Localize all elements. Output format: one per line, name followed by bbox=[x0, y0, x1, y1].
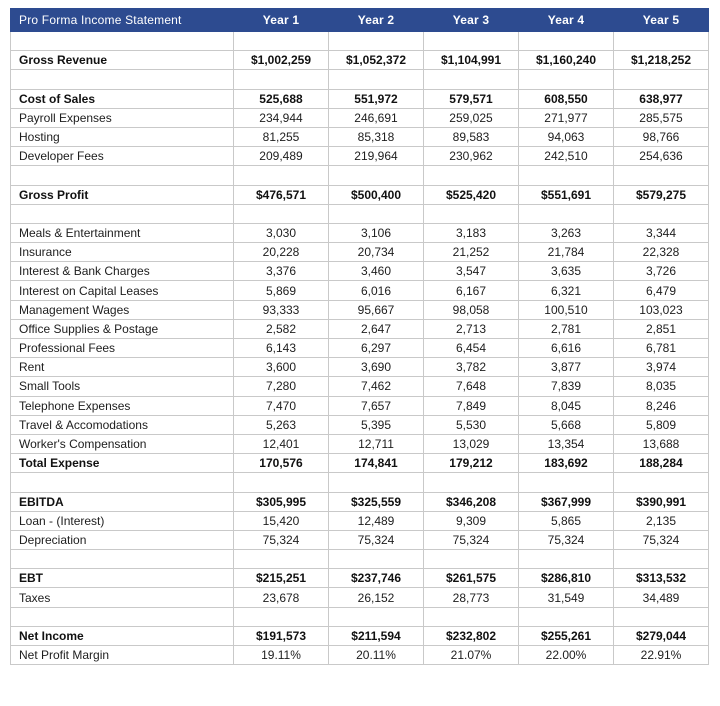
cell-year-2: 20.11% bbox=[329, 646, 424, 665]
cell-year-3 bbox=[424, 70, 519, 89]
cell-year-1 bbox=[234, 607, 329, 626]
cell-year-1 bbox=[234, 204, 329, 223]
row-label bbox=[11, 473, 234, 492]
income-statement-table bbox=[10, 8, 709, 665]
table-body bbox=[11, 32, 709, 665]
cell-year-4: 2,781 bbox=[519, 319, 614, 338]
cell-year-3: 3,183 bbox=[424, 223, 519, 242]
cell-year-5: 8,035 bbox=[614, 377, 709, 396]
table-row bbox=[11, 646, 709, 665]
cell-year-2: $500,400 bbox=[329, 185, 424, 204]
cell-year-4: 5,668 bbox=[519, 415, 614, 434]
cell-year-4: 3,263 bbox=[519, 223, 614, 242]
cell-year-5 bbox=[614, 550, 709, 569]
cell-year-2: $211,594 bbox=[329, 626, 424, 645]
cell-year-1: $305,995 bbox=[234, 492, 329, 511]
cell-year-5 bbox=[614, 32, 709, 51]
spacer-row bbox=[11, 32, 709, 51]
cell-year-2: 7,657 bbox=[329, 396, 424, 415]
cell-year-3 bbox=[424, 166, 519, 185]
cell-year-4: 3,877 bbox=[519, 358, 614, 377]
cell-year-3 bbox=[424, 204, 519, 223]
cell-year-1: 2,582 bbox=[234, 319, 329, 338]
table-title: Pro Forma Income Statement bbox=[11, 9, 234, 32]
cell-year-1: 170,576 bbox=[234, 454, 329, 473]
table-row bbox=[11, 89, 709, 108]
cell-year-1: 15,420 bbox=[234, 511, 329, 530]
cell-year-5: 6,479 bbox=[614, 281, 709, 300]
row-label: Professional Fees bbox=[11, 339, 234, 358]
table-row bbox=[11, 108, 709, 127]
cell-year-5 bbox=[614, 473, 709, 492]
cell-year-1 bbox=[234, 550, 329, 569]
cell-year-3: 98,058 bbox=[424, 300, 519, 319]
cell-year-4: 5,865 bbox=[519, 511, 614, 530]
cell-year-3: 21,252 bbox=[424, 243, 519, 262]
cell-year-3: 3,782 bbox=[424, 358, 519, 377]
row-label: Loan - (Interest) bbox=[11, 511, 234, 530]
cell-year-2: 6,297 bbox=[329, 339, 424, 358]
row-label: Hosting bbox=[11, 127, 234, 146]
cell-year-5: 3,726 bbox=[614, 262, 709, 281]
cell-year-4: 242,510 bbox=[519, 147, 614, 166]
spacer-row bbox=[11, 70, 709, 89]
cell-year-4: 608,550 bbox=[519, 89, 614, 108]
table-row bbox=[11, 127, 709, 146]
cell-year-5: 13,688 bbox=[614, 434, 709, 453]
cell-year-2: 7,462 bbox=[329, 377, 424, 396]
spacer-row bbox=[11, 473, 709, 492]
cell-year-2 bbox=[329, 32, 424, 51]
cell-year-2: 551,972 bbox=[329, 89, 424, 108]
cell-year-2: 3,690 bbox=[329, 358, 424, 377]
cell-year-2: 12,489 bbox=[329, 511, 424, 530]
cell-year-2: 85,318 bbox=[329, 127, 424, 146]
cell-year-5: 6,781 bbox=[614, 339, 709, 358]
row-label: EBT bbox=[11, 569, 234, 588]
table-row bbox=[11, 626, 709, 645]
row-label: Interest & Bank Charges bbox=[11, 262, 234, 281]
cell-year-3: $232,802 bbox=[424, 626, 519, 645]
cell-year-4 bbox=[519, 473, 614, 492]
cell-year-2 bbox=[329, 166, 424, 185]
row-label: Gross Profit bbox=[11, 185, 234, 204]
row-label: Net Profit Margin bbox=[11, 646, 234, 665]
cell-year-2 bbox=[329, 70, 424, 89]
cell-year-3: $1,104,991 bbox=[424, 51, 519, 70]
row-label: Small Tools bbox=[11, 377, 234, 396]
cell-year-5: 188,284 bbox=[614, 454, 709, 473]
cell-year-3: 13,029 bbox=[424, 434, 519, 453]
table-row bbox=[11, 511, 709, 530]
cell-year-5: 2,851 bbox=[614, 319, 709, 338]
cell-year-4: 7,839 bbox=[519, 377, 614, 396]
cell-year-2: 219,964 bbox=[329, 147, 424, 166]
cell-year-2: 2,647 bbox=[329, 319, 424, 338]
cell-year-4: 271,977 bbox=[519, 108, 614, 127]
cell-year-5: 285,575 bbox=[614, 108, 709, 127]
cell-year-1: 5,263 bbox=[234, 415, 329, 434]
cell-year-4: 6,616 bbox=[519, 339, 614, 358]
cell-year-5: 3,974 bbox=[614, 358, 709, 377]
cell-year-1: 6,143 bbox=[234, 339, 329, 358]
cell-year-2: 246,691 bbox=[329, 108, 424, 127]
cell-year-5: $279,044 bbox=[614, 626, 709, 645]
cell-year-4: 100,510 bbox=[519, 300, 614, 319]
cell-year-4: 75,324 bbox=[519, 530, 614, 549]
row-label: EBITDA bbox=[11, 492, 234, 511]
column-header-year-2: Year 2 bbox=[329, 9, 424, 32]
cell-year-4: 183,692 bbox=[519, 454, 614, 473]
cell-year-4: $255,261 bbox=[519, 626, 614, 645]
row-label bbox=[11, 32, 234, 51]
cell-year-5: 22,328 bbox=[614, 243, 709, 262]
cell-year-4: 6,321 bbox=[519, 281, 614, 300]
table-row bbox=[11, 377, 709, 396]
cell-year-1: 234,944 bbox=[234, 108, 329, 127]
cell-year-2 bbox=[329, 550, 424, 569]
cell-year-1: $191,573 bbox=[234, 626, 329, 645]
cell-year-3: 75,324 bbox=[424, 530, 519, 549]
row-label: Total Expense bbox=[11, 454, 234, 473]
table-row bbox=[11, 319, 709, 338]
cell-year-2: 75,324 bbox=[329, 530, 424, 549]
row-label: Depreciation bbox=[11, 530, 234, 549]
cell-year-2: 95,667 bbox=[329, 300, 424, 319]
cell-year-2 bbox=[329, 204, 424, 223]
row-label bbox=[11, 204, 234, 223]
cell-year-1: 93,333 bbox=[234, 300, 329, 319]
table-row bbox=[11, 492, 709, 511]
cell-year-4 bbox=[519, 166, 614, 185]
cell-year-3: 9,309 bbox=[424, 511, 519, 530]
cell-year-1: $476,571 bbox=[234, 185, 329, 204]
cell-year-1 bbox=[234, 32, 329, 51]
cell-year-3: 230,962 bbox=[424, 147, 519, 166]
cell-year-1: 81,255 bbox=[234, 127, 329, 146]
table-row bbox=[11, 454, 709, 473]
cell-year-4: 8,045 bbox=[519, 396, 614, 415]
row-label: Insurance bbox=[11, 243, 234, 262]
cell-year-2: 20,734 bbox=[329, 243, 424, 262]
table-row bbox=[11, 434, 709, 453]
cell-year-3: 7,849 bbox=[424, 396, 519, 415]
table-row bbox=[11, 223, 709, 242]
cell-year-3: 2,713 bbox=[424, 319, 519, 338]
cell-year-3: $261,575 bbox=[424, 569, 519, 588]
cell-year-3: 6,167 bbox=[424, 281, 519, 300]
cell-year-5: $1,218,252 bbox=[614, 51, 709, 70]
cell-year-1: 525,688 bbox=[234, 89, 329, 108]
cell-year-2 bbox=[329, 607, 424, 626]
column-header-year-4: Year 4 bbox=[519, 9, 614, 32]
cell-year-3: 6,454 bbox=[424, 339, 519, 358]
row-label: Management Wages bbox=[11, 300, 234, 319]
column-header-year-1: Year 1 bbox=[234, 9, 329, 32]
table-row bbox=[11, 588, 709, 607]
cell-year-2: 3,106 bbox=[329, 223, 424, 242]
table-row bbox=[11, 262, 709, 281]
spacer-row bbox=[11, 204, 709, 223]
column-header-year-3: Year 3 bbox=[424, 9, 519, 32]
table-row bbox=[11, 396, 709, 415]
table-row bbox=[11, 51, 709, 70]
cell-year-5: $579,275 bbox=[614, 185, 709, 204]
row-label: Net Income bbox=[11, 626, 234, 645]
row-label bbox=[11, 70, 234, 89]
cell-year-1: 5,869 bbox=[234, 281, 329, 300]
header-row bbox=[11, 9, 709, 32]
cell-year-4: $1,160,240 bbox=[519, 51, 614, 70]
cell-year-3: 21.07% bbox=[424, 646, 519, 665]
cell-year-5 bbox=[614, 607, 709, 626]
cell-year-1: $1,002,259 bbox=[234, 51, 329, 70]
row-label: Meals & Entertainment bbox=[11, 223, 234, 242]
cell-year-3: 89,583 bbox=[424, 127, 519, 146]
row-label: Worker's Compensation bbox=[11, 434, 234, 453]
cell-year-1: 3,600 bbox=[234, 358, 329, 377]
cell-year-2: 174,841 bbox=[329, 454, 424, 473]
cell-year-4 bbox=[519, 32, 614, 51]
cell-year-1 bbox=[234, 473, 329, 492]
row-label: Gross Revenue bbox=[11, 51, 234, 70]
spacer-row bbox=[11, 607, 709, 626]
table-row bbox=[11, 147, 709, 166]
cell-year-2: $325,559 bbox=[329, 492, 424, 511]
spacer-row bbox=[11, 550, 709, 569]
cell-year-4: 3,635 bbox=[519, 262, 614, 281]
cell-year-5 bbox=[614, 70, 709, 89]
row-label: Cost of Sales bbox=[11, 89, 234, 108]
row-label: Interest on Capital Leases bbox=[11, 281, 234, 300]
table-row bbox=[11, 243, 709, 262]
cell-year-1: 23,678 bbox=[234, 588, 329, 607]
cell-year-5: $313,532 bbox=[614, 569, 709, 588]
spacer-row bbox=[11, 166, 709, 185]
cell-year-4: $551,691 bbox=[519, 185, 614, 204]
cell-year-4: 94,063 bbox=[519, 127, 614, 146]
cell-year-5: 638,977 bbox=[614, 89, 709, 108]
cell-year-4 bbox=[519, 607, 614, 626]
cell-year-3: $346,208 bbox=[424, 492, 519, 511]
table-row bbox=[11, 569, 709, 588]
table-row bbox=[11, 339, 709, 358]
cell-year-4: $367,999 bbox=[519, 492, 614, 511]
cell-year-3: 579,571 bbox=[424, 89, 519, 108]
cell-year-4: 22.00% bbox=[519, 646, 614, 665]
row-label bbox=[11, 550, 234, 569]
cell-year-1: $215,251 bbox=[234, 569, 329, 588]
cell-year-1: 3,376 bbox=[234, 262, 329, 281]
cell-year-3: 3,547 bbox=[424, 262, 519, 281]
cell-year-5: 34,489 bbox=[614, 588, 709, 607]
cell-year-3: $525,420 bbox=[424, 185, 519, 204]
cell-year-5: 254,636 bbox=[614, 147, 709, 166]
table-row bbox=[11, 185, 709, 204]
cell-year-3 bbox=[424, 607, 519, 626]
cell-year-5: 22.91% bbox=[614, 646, 709, 665]
cell-year-4: 21,784 bbox=[519, 243, 614, 262]
cell-year-5: 75,324 bbox=[614, 530, 709, 549]
table-row bbox=[11, 358, 709, 377]
cell-year-2: 12,711 bbox=[329, 434, 424, 453]
row-label: Office Supplies & Postage bbox=[11, 319, 234, 338]
cell-year-5: 3,344 bbox=[614, 223, 709, 242]
cell-year-1: 7,470 bbox=[234, 396, 329, 415]
row-label: Developer Fees bbox=[11, 147, 234, 166]
cell-year-3 bbox=[424, 550, 519, 569]
row-label: Taxes bbox=[11, 588, 234, 607]
cell-year-1 bbox=[234, 70, 329, 89]
cell-year-5: 98,766 bbox=[614, 127, 709, 146]
cell-year-1: 20,228 bbox=[234, 243, 329, 262]
column-header-year-5: Year 5 bbox=[614, 9, 709, 32]
row-label: Travel & Accomodations bbox=[11, 415, 234, 434]
cell-year-3: 259,025 bbox=[424, 108, 519, 127]
cell-year-1: 12,401 bbox=[234, 434, 329, 453]
cell-year-4: 31,549 bbox=[519, 588, 614, 607]
row-label: Telephone Expenses bbox=[11, 396, 234, 415]
table-row bbox=[11, 415, 709, 434]
cell-year-2: $1,052,372 bbox=[329, 51, 424, 70]
cell-year-5: $390,991 bbox=[614, 492, 709, 511]
cell-year-4: $286,810 bbox=[519, 569, 614, 588]
cell-year-3: 179,212 bbox=[424, 454, 519, 473]
cell-year-3 bbox=[424, 473, 519, 492]
cell-year-1: 209,489 bbox=[234, 147, 329, 166]
cell-year-1: 19.11% bbox=[234, 646, 329, 665]
cell-year-4 bbox=[519, 550, 614, 569]
row-label: Rent bbox=[11, 358, 234, 377]
cell-year-2 bbox=[329, 473, 424, 492]
cell-year-5: 5,809 bbox=[614, 415, 709, 434]
cell-year-2: 5,395 bbox=[329, 415, 424, 434]
cell-year-5 bbox=[614, 204, 709, 223]
cell-year-1: 75,324 bbox=[234, 530, 329, 549]
row-label: Payroll Expenses bbox=[11, 108, 234, 127]
cell-year-2: 26,152 bbox=[329, 588, 424, 607]
cell-year-3 bbox=[424, 32, 519, 51]
table-row bbox=[11, 300, 709, 319]
cell-year-5: 103,023 bbox=[614, 300, 709, 319]
table-row bbox=[11, 530, 709, 549]
cell-year-5 bbox=[614, 166, 709, 185]
cell-year-3: 28,773 bbox=[424, 588, 519, 607]
cell-year-4: 13,354 bbox=[519, 434, 614, 453]
cell-year-2: 3,460 bbox=[329, 262, 424, 281]
cell-year-2: $237,746 bbox=[329, 569, 424, 588]
cell-year-1 bbox=[234, 166, 329, 185]
row-label bbox=[11, 607, 234, 626]
cell-year-5: 8,246 bbox=[614, 396, 709, 415]
cell-year-4 bbox=[519, 204, 614, 223]
cell-year-5: 2,135 bbox=[614, 511, 709, 530]
cell-year-3: 7,648 bbox=[424, 377, 519, 396]
cell-year-3: 5,530 bbox=[424, 415, 519, 434]
row-label bbox=[11, 166, 234, 185]
cell-year-2: 6,016 bbox=[329, 281, 424, 300]
table-row bbox=[11, 281, 709, 300]
cell-year-1: 3,030 bbox=[234, 223, 329, 242]
cell-year-1: 7,280 bbox=[234, 377, 329, 396]
cell-year-4 bbox=[519, 70, 614, 89]
